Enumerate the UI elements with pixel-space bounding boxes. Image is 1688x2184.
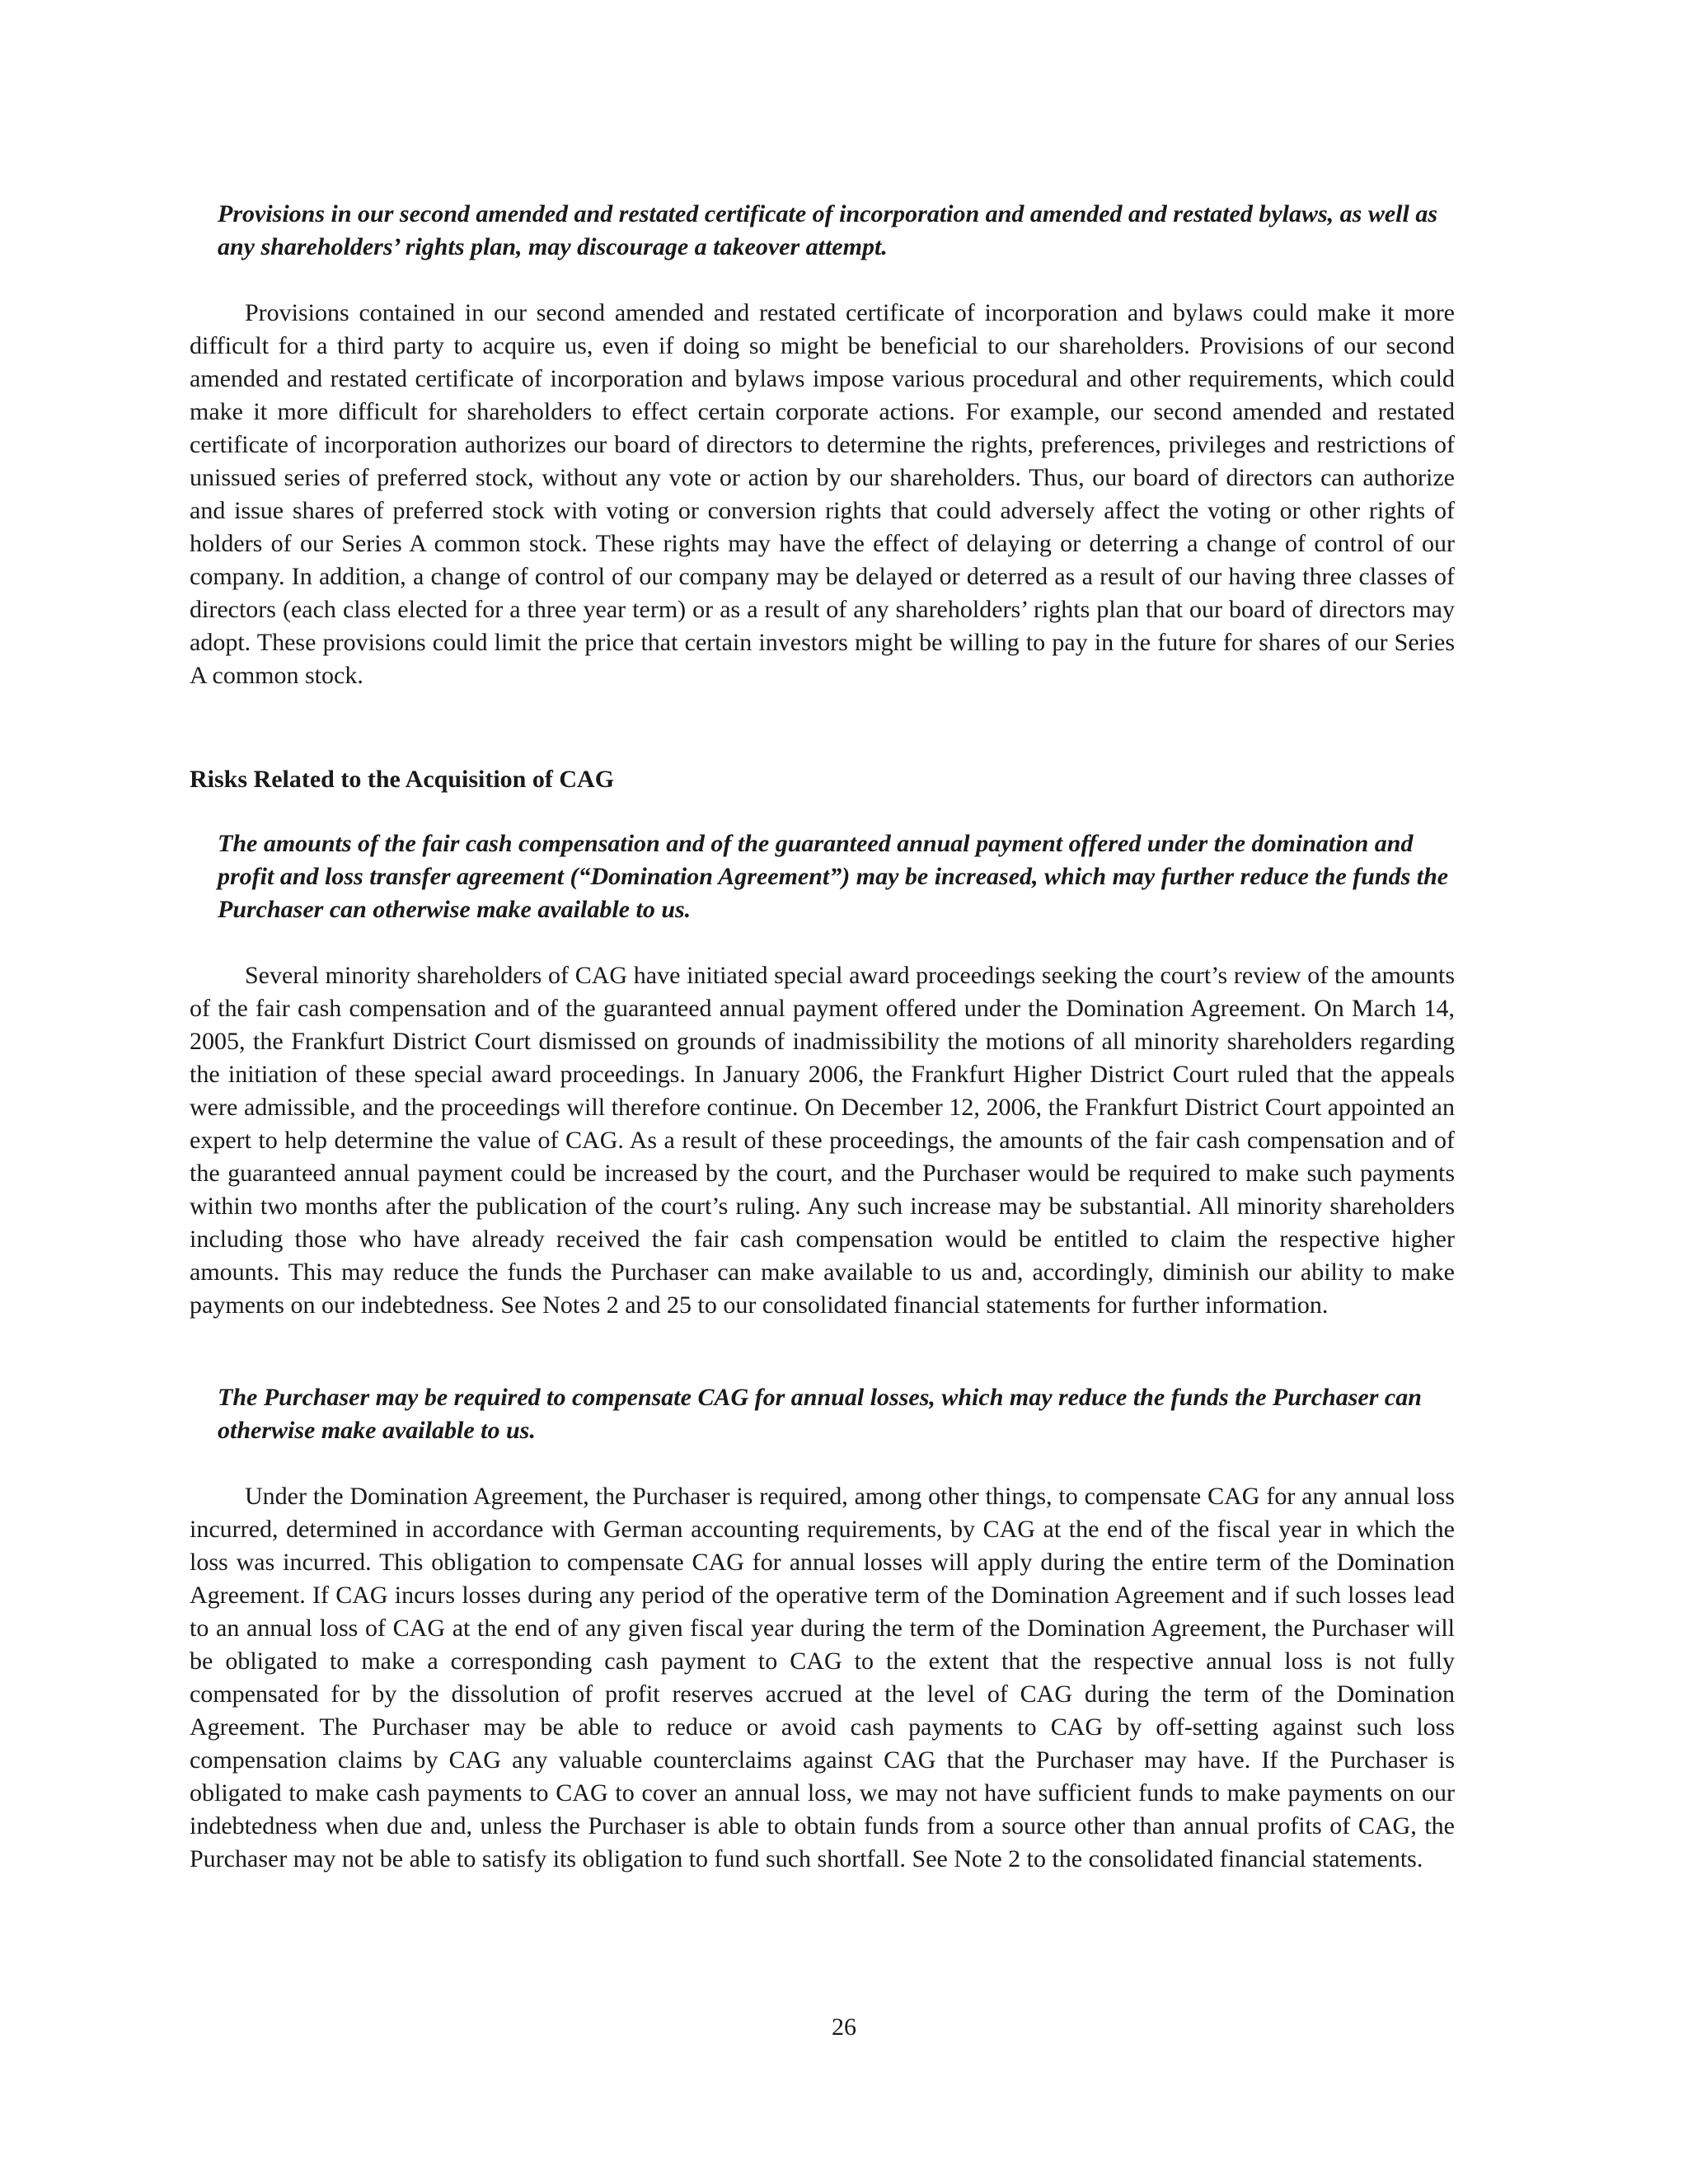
paragraph-takeover-provisions: Provisions contained in our second amended and restated certificate of incorporation and bylaws could make it more difficult for a third party to acquire us, even if doing so might be beneficial to our shareholders. Provisions of our second amended and restated certificate of incorporation and bylaws impose various procedural and other requirements, which could make it more difficult for shareholders to effect certain corporate actions. For example, our second amended and restated certificate of incorporation authorizes our board of directors to determine the rights, preferences, privileges and restrictions of unissued series of preferred stock, without any vote or action by our shareholders. Thus, our board of directors can authorize and issue shares of preferred stock with voting or conversion rights that could adversely affect the voting or other rights of holders of our Series A common stock. These rights may have the effect of delaying or deterring a change of control of our company. In addition, a change of control of our company may be delayed or deterred as a result of our having three classes of directors (each class elected for a three year term) or as a result of any shareholders’ rights plan that our board of directors may adopt. These provisions could limit the price that certain investors might be willing to pay in the future for shares of our Series A common stock. [190, 299, 1455, 689]
risk-heading-takeover: Provisions in our second amended and restated certificate of incorporation and amended and restated bylaws, as well as any shareholders’ rights plan, may discourage a takeover attempt. [218, 200, 1438, 260]
section-heading-cag-risks: Risks Related to the Acquisition of CAG [190, 766, 615, 793]
risk-heading-annual-losses: The Purchaser may be required to compensate CAG for annual losses, which may reduce the funds the Purchaser can otherwise make available to us. [218, 1384, 1422, 1444]
page-number: 26 [832, 2013, 856, 2041]
paragraph-loss-compensation: Under the Domination Agreement, the Purchaser is required, among other things, to compensate CAG for any annual loss incurred, determined in accordance with German accounting requirements, by CAG at the end of the fiscal year in which the loss was incurred. This obligation to compensate CAG for annual losses will apply during the entire term of the Domination Agreement. If CAG incurs losses during any period of the operative term of the Domination Agreement and if such losses lead to an annual loss of CAG at the end of any given fiscal year during the term of the Domination Agreement, the Purchaser will be obligated to make a corresponding cash payment to CAG to the extent that the respective annual loss is not fully compensated for by the dissolution of profit reserves accrued at the level of CAG during the term of the Domination Agreement. The Purchaser may be able to reduce or avoid cash payments to CAG by off-setting against such loss compensation claims by CAG any valuable counterclaims against CAG that the Purchaser may have. If the Purchaser is obligated to make cash payments to CAG to cover an annual loss, we may not have sufficient funds to make payments on our indebtedness when due and, unless the Purchaser is able to obtain funds from a source other than annual profits of CAG, the Purchaser may not be able to satisfy its obligation to fund such shortfall. See Note 2 to the consolidated financial statements. [190, 1483, 1455, 1872]
paragraph-special-award-proceedings: Several minority shareholders of CAG have initiated special award proceedings seeking the court’s review of the amounts of the fair cash compensation and of the guaranteed annual payment offered under the Domination Agreement. On March 14, 2005, the Frankfurt District Court dismissed on grounds of inadmissibility the motions of all minority shareholders regarding the initiation of these special award proceedings. In January 2006, the Frankfurt Higher District Court ruled that the appeals were admissible, and the proceedings will therefore continue. On December 12, 2006, the Frankfurt District Court appointed an expert to help determine the value of CAG. As a result of these proceedings, the amounts of the fair cash compensation and of the guaranteed annual payment could be increased by the court, and the Purchaser would be required to make such payments within two months after the publication of the court’s ruling. Any such increase may be substantial. All minority shareholders including those who have already received the fair cash compensation would be entitled to claim the respective higher amounts. This may reduce the funds the Purchaser can make available to us and, accordingly, diminish our ability to make payments on our indebtedness. See Notes 2 and 25 to our consolidated financial statements for further information. [190, 962, 1455, 1319]
document-body [190, 198, 1455, 1876]
risk-heading-compensation-increase: The amounts of the fair cash compensation and of the guaranteed annual payment offered under the domination and profit and loss transfer agreement (“Domination Agreement”) may be increased, which may further reduce the funds the Purchaser can otherwise make available to us. [218, 830, 1449, 923]
